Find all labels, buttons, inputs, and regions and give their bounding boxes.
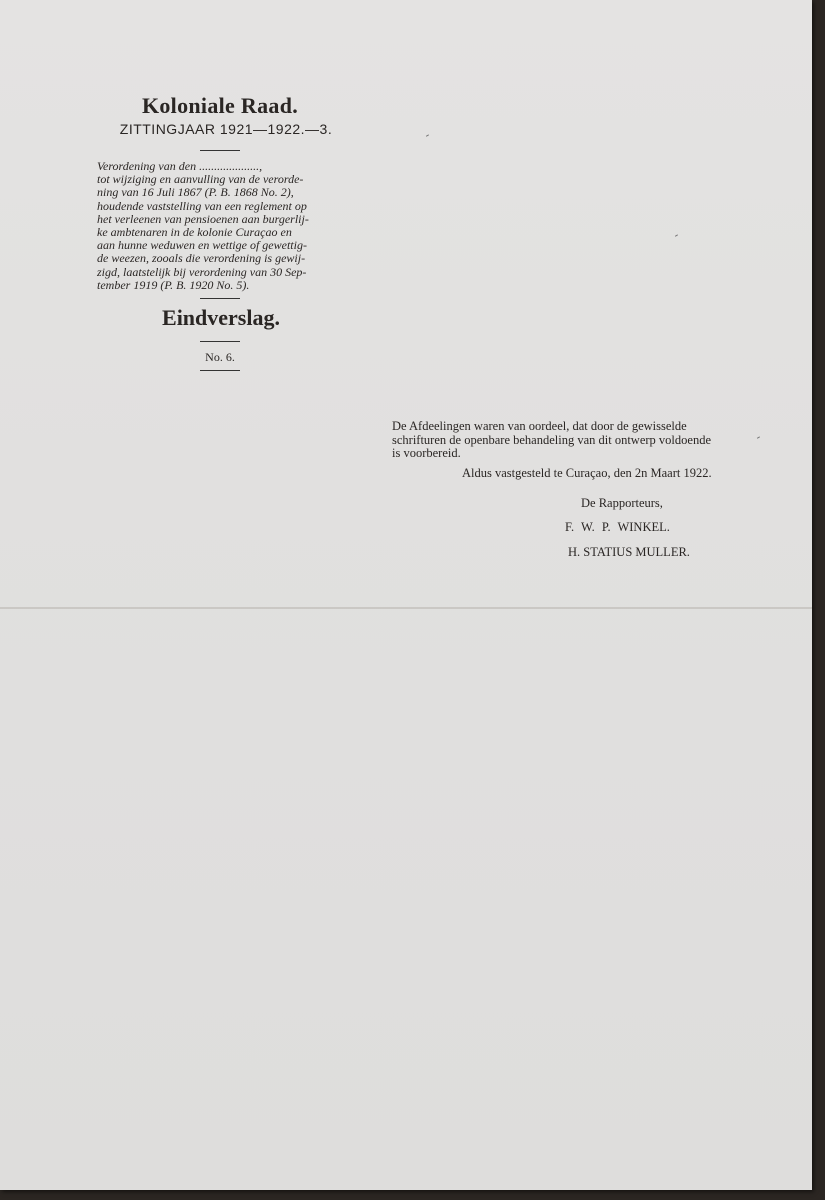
divider	[200, 341, 240, 342]
ordinance-subject: Verordening van den ...................., tot wijziging en aanvulling van de verorde- ning van 16 Juli 1867 (P. B. 1868 No. 2), houdende vaststelling van een reglement op het verleenen van pensioenen aan burgerlij- ke ambtenaren in de kolonie Curaçao en aan hunne weduwen en wettige of gewettig- de weezen, zooals die verordening is gewij- zigd, laatstelijk bij verordening van 30 Sep- tember 1919 (P. B. 1920 No. 5).	[97, 159, 309, 292]
report-number: No. 6.	[205, 350, 235, 365]
divider	[200, 150, 240, 151]
divider	[200, 370, 240, 371]
rapporteurs-label: De Rapporteurs,	[581, 496, 663, 510]
paper-fold	[0, 607, 812, 609]
body-paragraph: De Afdeelingen waren van oordeel, dat door de gewisselde schrifturen de openbare behandeling van dit ontwerp voldoende is voorbereid.	[392, 419, 711, 460]
header-block	[90, 90, 350, 371]
signatory-statius-muller: H. STATIUS MULLER.	[568, 545, 690, 559]
closing-line: Aldus vastgesteld te Curaçao, den 2n Maart 1922.	[462, 466, 712, 480]
signatory-winkel: F. W. P. WINKEL.	[565, 520, 670, 534]
session-line: ZITTINGJAAR 1921—1922.—3.	[119, 121, 333, 137]
ink-speck	[675, 234, 678, 237]
ink-speck	[426, 134, 429, 137]
report-title: Eindverslag.	[162, 305, 280, 331]
divider	[200, 298, 240, 299]
council-title: Koloniale Raad.	[141, 93, 299, 118]
report-body	[392, 420, 764, 461]
